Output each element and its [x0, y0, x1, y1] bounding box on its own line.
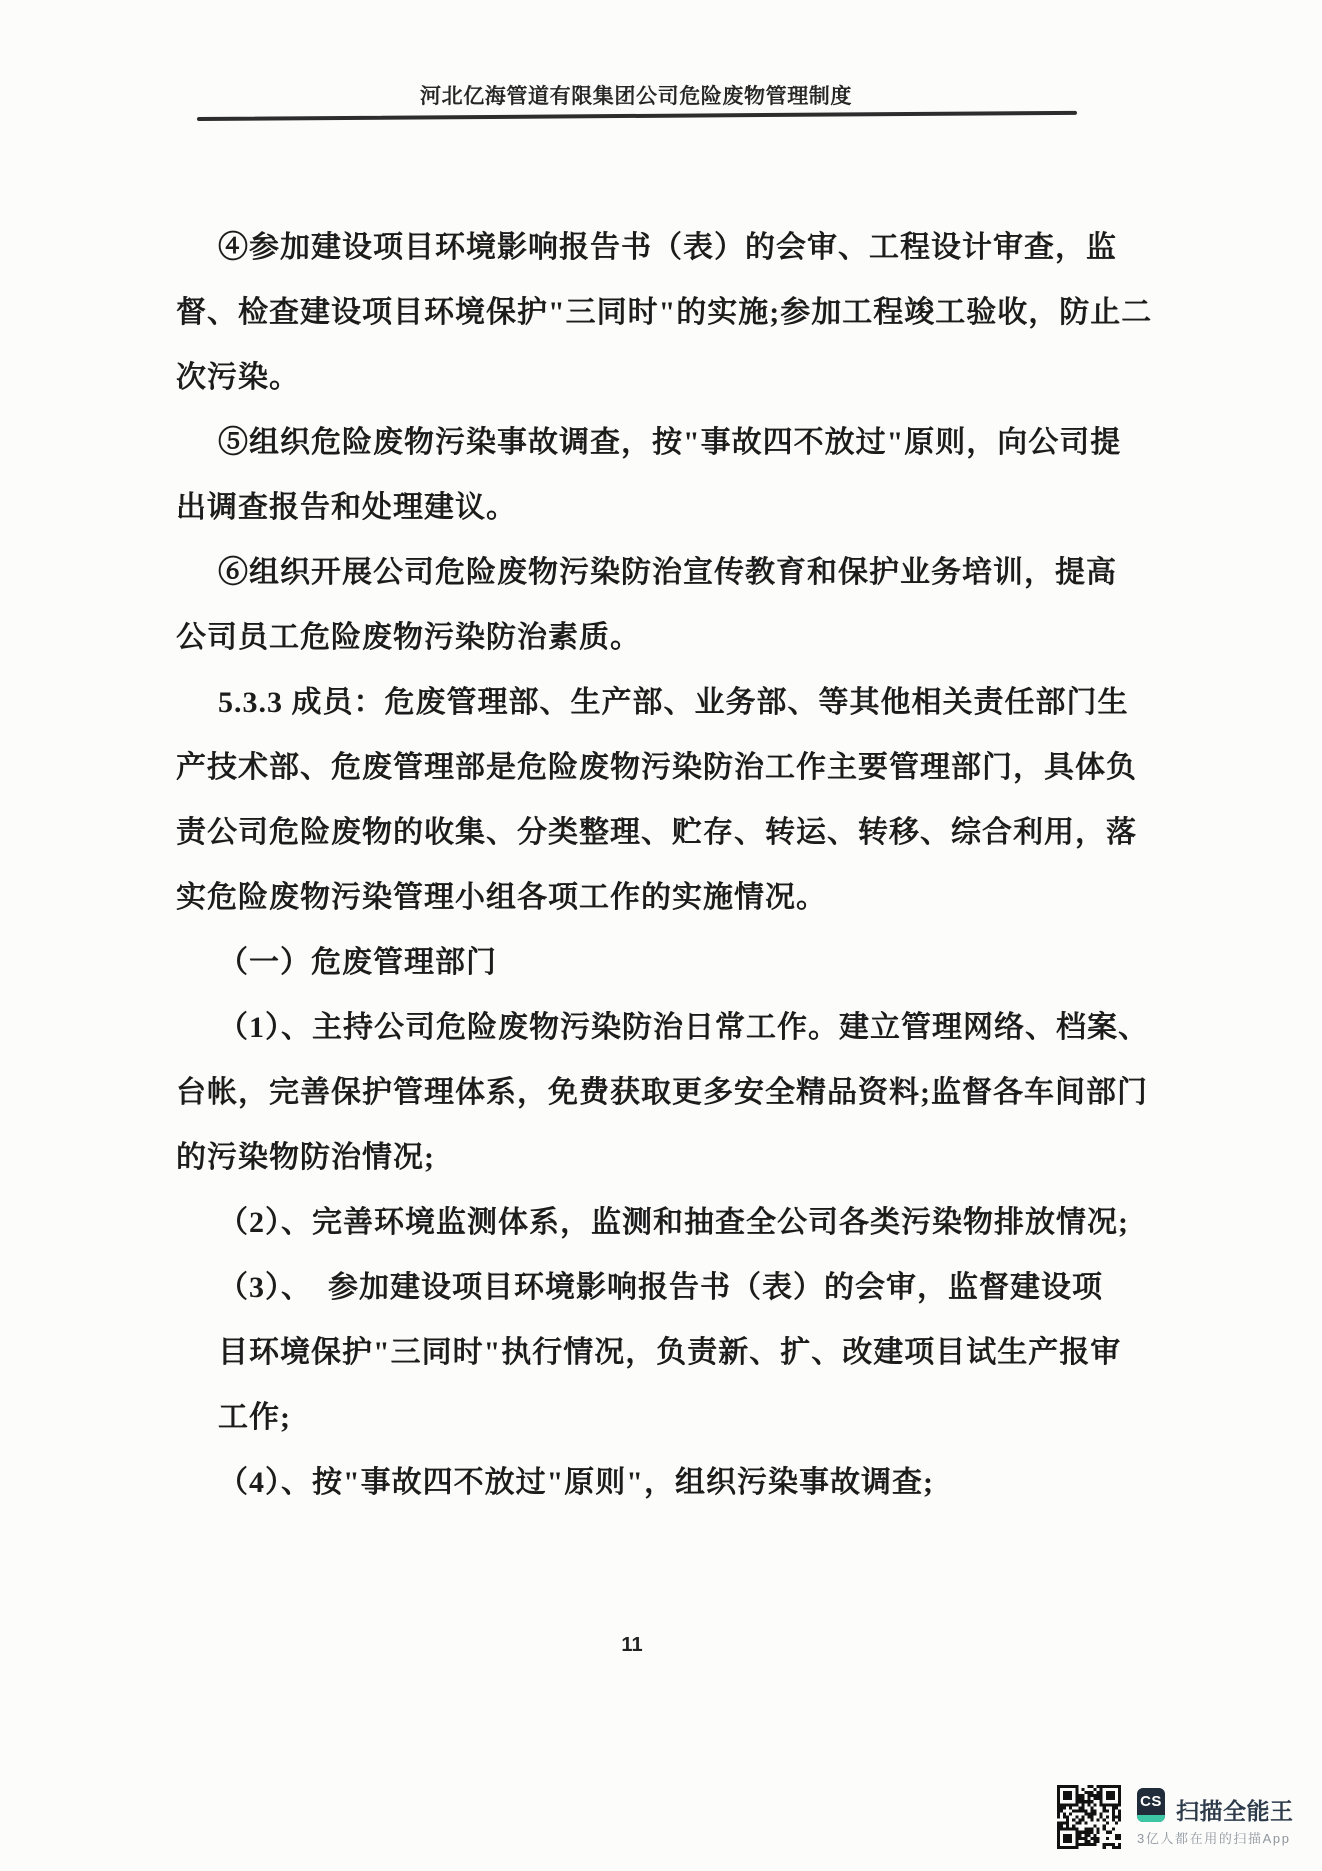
text-line: （4）、按"事故四不放过"原则"，组织污染事故调查;	[218, 1466, 934, 1499]
camscanner-logo-icon	[1137, 1788, 1165, 1822]
text-line: （1）、主持公司危险废物污染防治日常工作。建立管理网络、档案、	[218, 1011, 1149, 1044]
camscanner-watermark	[1055, 1782, 1295, 1852]
text-line: ⑥组织开展公司危险废物污染防治宣传教育和保护业务培训，提高	[218, 556, 1117, 589]
text-line: 台帐，完善保护管理体系，免费获取更多安全精品资料;监督各车间部门	[176, 1076, 1148, 1109]
text-line: 督、检查建设项目环境保护"三同时"的实施;参加工程竣工验收，防止二	[176, 296, 1153, 329]
text-line: ⑤组织危险废物污染事故调查，按"事故四不放过"原则，向公司提	[218, 426, 1122, 459]
camscanner-logo-band	[1137, 1815, 1165, 1822]
text-line: 出调查报告和处理建议。	[176, 491, 517, 524]
text-line: 实危险废物污染管理小组各项工作的实施情况。	[176, 881, 827, 914]
text-line: （一）危废管理部门	[218, 946, 497, 979]
page-number: 11	[621, 1634, 643, 1656]
header-rule	[197, 111, 1077, 121]
text-line: （3）、 参加建设项目环境影响报告书（表）的会审，监督建设项	[218, 1271, 1103, 1304]
text-line: 目环境保护"三同时"执行情况，负责新、扩、改建项目试生产报审	[218, 1336, 1122, 1369]
text-line: 工作;	[218, 1401, 291, 1434]
camscanner-logo-letters: CS	[1140, 1793, 1162, 1810]
text-line: 公司员工危险废物污染防治素质。	[176, 621, 641, 654]
text-line: 责公司危险废物的收集、分类整理、贮存、转运、转移、综合利用，落	[176, 816, 1137, 849]
text-line: （2）、完善环境监测体系，监测和抽查全公司各类污染物排放情况;	[218, 1206, 1129, 1239]
camscanner-tagline: 3亿人都在用的扫描App	[1137, 1831, 1291, 1846]
text-line: ④参加建设项目环境影响报告书（表）的会审、工程设计审查，监	[218, 231, 1117, 264]
camscanner-brand-name: 扫描全能王	[1176, 1798, 1294, 1824]
document-body	[176, 215, 1166, 1515]
text-line: 5.3.3 成员：危废管理部、生产部、业务部、等其他相关责任部门生	[218, 686, 1129, 719]
text-line: 的污染物防治情况;	[176, 1141, 435, 1174]
qr-code-icon	[1057, 1785, 1121, 1849]
document-header-title: 河北亿海管道有限集团公司危险废物管理制度	[420, 84, 852, 108]
text-line: 次污染。	[176, 361, 300, 394]
text-line: 产技术部、危废管理部是危险废物污染防治工作主要管理部门，具体负	[176, 751, 1137, 784]
